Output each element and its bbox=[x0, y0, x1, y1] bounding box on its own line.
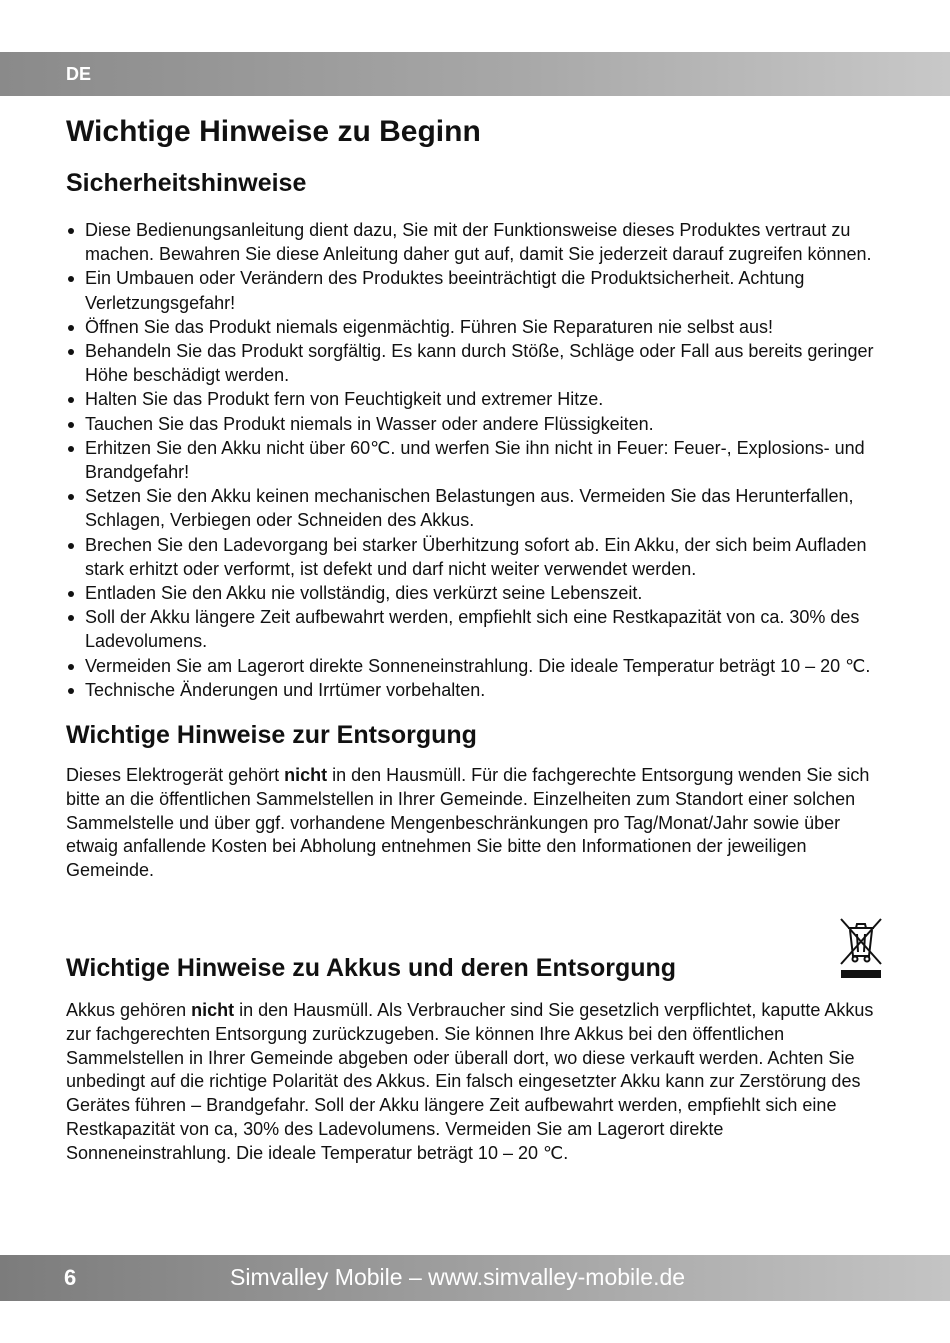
disposal-emphasis: nicht bbox=[284, 765, 328, 786]
list-item: Ein Umbauen oder Verändern des Produktes beeinträchtigt die Produktsicherheit. Achtung Verletzungsgefahr! bbox=[66, 266, 886, 314]
safety-list bbox=[66, 218, 886, 702]
disposal-text-start: Dieses Elektrogerät gehört bbox=[66, 765, 285, 786]
footer-bar bbox=[0, 1255, 950, 1301]
akkus-paragraph bbox=[66, 999, 886, 1166]
akkus-text-start: Akkus gehören bbox=[66, 1000, 192, 1021]
crossed-out-wheelie-bin-icon bbox=[838, 916, 884, 980]
list-item: Vermeiden Sie am Lagerort direkte Sonneneinstrahlung. Die ideale Temperatur beträgt 10 – 20 ℃. bbox=[66, 654, 886, 678]
safety-heading: Sicherheitshinweise bbox=[66, 169, 307, 197]
list-item: Technische Änderungen und Irrtümer vorbehalten. bbox=[66, 678, 886, 702]
disposal-paragraph bbox=[66, 764, 886, 883]
page-number: 6 bbox=[64, 1265, 77, 1290]
list-item: Entladen Sie den Akku nie vollständig, dies verkürzt seine Lebenszeit. bbox=[66, 581, 886, 605]
list-item: Brechen Sie den Ladevorgang bei starker Überhitzung sofort ab. Ein Akku, der sich beim Aufladen stark erhitzt oder verformt, ist defekt und darf nicht weiter verwendet werden. bbox=[66, 533, 886, 581]
list-item: Setzen Sie den Akku keinen mechanischen Belastungen aus. Vermeiden Sie das Herunterfallen, Schlagen, Verbiegen oder Schneiden des Akkus. bbox=[66, 484, 886, 532]
footer-text: Simvalley Mobile – www.simvalley-mobile.de bbox=[230, 1264, 686, 1290]
list-item: Behandeln Sie das Produkt sorgfältig. Es kann durch Stöße, Schläge oder Fall aus bereits geringer Höhe beschädigt werden. bbox=[66, 339, 886, 387]
header-bar bbox=[0, 52, 950, 96]
akkus-emphasis: nicht bbox=[191, 1000, 235, 1021]
list-item: Erhitzen Sie den Akku nicht über 60℃. und werfen Sie ihn nicht in Feuer: Feuer-, Explosions- und Brandgefahr! bbox=[66, 436, 886, 484]
list-item: Öffnen Sie das Produkt niemals eigenmächtig. Führen Sie Reparaturen nie selbst aus! bbox=[66, 315, 886, 339]
akkus-text-end: in den Hausmüll. Als Verbraucher sind Sie gesetzlich verpflichtet, kaputte Akkus zur fachgerechten Entsorgung zurückzugeben. Sie können Ihre Akkus bei den öffentlichen Sammelstellen in Ihrer Gemeinde abgeben oder überall dort, wo diese verkauft werden. Achten Sie unbedingt auf die richtige Polarität des Akkus. Ein falsch eingesetzter Akku kann zur Zerstörung des Gerätes führen – Brandgefahr. Soll der Akku längere Zeit aufbewahrt werden, empfiehlt sich eine Restkapazität von ca, 30% des Ladevolumens. Vermeiden Sie am Lagerort direkte Sonneneinstrahlung. Die ideale Temperatur beträgt 10 – 20 ℃. bbox=[66, 1000, 874, 1163]
disposal-text-end: in den Hausmüll. Für die fachgerechte Entsorgung wenden Sie sich bitte an die öffentlichen Sammelstellen in Ihrer Gemeinde. Einzelheiten zum Standort einer solchen Sammelstelle und über ggf. vorhandene Mengenbeschränkungen pro Tag/Monat/Jahr sowie über etwaig anfallende Kosten bei Abholung entnehmen Sie bitte den Informationen der jeweiligen Gemeinde. bbox=[66, 765, 870, 881]
akkus-heading: Wichtige Hinweise zu Akkus und deren Entsorgung bbox=[66, 954, 677, 983]
disposal-heading: Wichtige Hinweise zur Entsorgung bbox=[66, 721, 477, 750]
list-item: Tauchen Sie das Produkt niemals in Wasser oder andere Flüssigkeiten. bbox=[66, 412, 886, 436]
list-item: Diese Bedienungsanleitung dient dazu, Sie mit der Funktionsweise dieses Produktes vertraut zu machen. Bewahren Sie diese Anleitung daher gut auf, damit Sie jederzeit darauf zugreifen können. bbox=[66, 218, 886, 266]
list-item: Halten Sie das Produkt fern von Feuchtigkeit und extremer Hitze. bbox=[66, 387, 886, 411]
list-item: Soll der Akku längere Zeit aufbewahrt werden, empfiehlt sich eine Restkapazität von ca. 30% des Ladevolumens. bbox=[66, 605, 886, 653]
page-title: Wichtige Hinweise zu Beginn bbox=[66, 115, 481, 148]
language-label: DE bbox=[66, 64, 92, 84]
page-content bbox=[66, 112, 886, 1166]
